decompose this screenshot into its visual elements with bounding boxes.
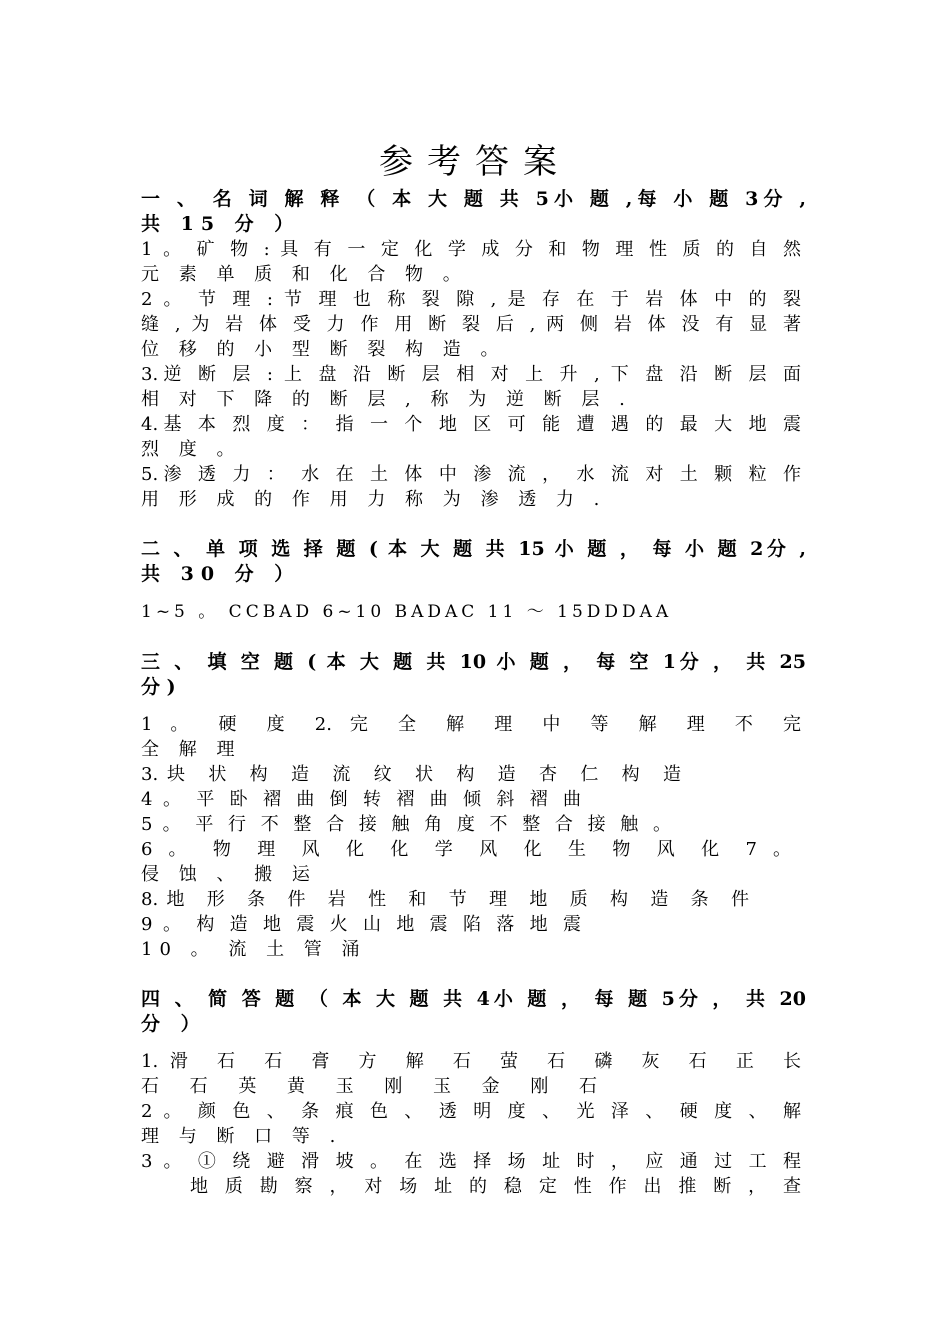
answer-line: 位 移 的 小 型 断 裂 构 造 。 — [141, 339, 506, 360]
answer-line: 侵 蚀 、 搬 运 — [141, 864, 317, 885]
answer-line: 8.地 形 条 件 岩 性 和 节 理 地 质 构 造 条 件 — [141, 889, 749, 910]
answer-line: 2 。 节 理 : 节 理 也 称 裂 隙 , 是 存 在 于 岩 体 中 的 裂 — [141, 289, 801, 310]
answer-line: 石 石 英 黄 玉 刚 玉 金 刚 石 — [141, 1076, 597, 1097]
answer-line: 9 。 构 造 地 震 火 山 地 震 陷 落 地 震 — [141, 914, 581, 935]
answer-line: 1 。 硬 度 2. 完 全 解 理 中 等 解 理 不 完 — [141, 714, 801, 735]
answer-line: 缝 , 为 岩 体 受 力 作 用 断 裂 后 , 两 侧 岩 体 没 有 显 著 — [141, 314, 801, 335]
answer-line: 4 。 平 卧 褶 曲 倒 转 褶 曲 倾 斜 褶 曲 — [141, 789, 581, 810]
section-4-heading-cont: 分 ） — [141, 1013, 207, 1035]
answer-line: 元 素 单 质 和 化 合 物 。 — [141, 264, 468, 285]
answer-line: 4.基 本 烈 度 ： 指 一 个 地 区 可 能 遭 遇 的 最 大 地 震 — [141, 414, 801, 435]
answer-line: 1 。 矿 物 : 具 有 一 定 化 学 成 分 和 物 理 性 质 的 自 然 — [141, 239, 801, 260]
answer-line: 1.滑 石 石 膏 方 解 石 萤 石 磷 灰 石 正 长 — [141, 1051, 801, 1072]
answer-line: 1~5 。 CCBAD 6~10 BADAC 11 ～ 15DDDAA — [141, 602, 673, 622]
section-4-heading: 四 、 简 答 题 （ 本 大 题 共 4小 题 ， 每 题 5分 ， 共 20 — [141, 988, 806, 1010]
section-2-heading: 二 、 单 项 选 择 题 ( 本 大 题 共 15 小 题 ， 每 小 题 2分 , — [141, 538, 806, 560]
answer-line: 2 。 颜 色 、 条 痕 色 、 透 明 度 、 光 泽 、 硬 度 、 解 — [141, 1101, 801, 1122]
answer-line: 3 。 ① 绕 避 滑 坡 。 在 选 择 场 址 时 ， 应 通 过 工 程 — [141, 1151, 801, 1172]
answer-line: 6 。 物 理 风 化 化 学 风 化 生 物 风 化 7 。 — [141, 839, 791, 860]
section-1-heading: 一 、 名 词 解 释 （ 本 大 题 共 5小 题 ,每 小 题 3分 , — [141, 188, 806, 210]
section-3-heading-cont: 分 ) — [141, 676, 176, 698]
section-3-heading: 三 、 填 空 题 ( 本 大 题 共 10 小 题 ， 每 空 1分 ， 共 25 — [141, 651, 806, 673]
answer-line: 全 解 理 — [141, 739, 242, 760]
section-1-heading-cont: 共 15 分 ） — [141, 213, 301, 235]
answer-line: 5.渗 透 力 ： 水 在 土 体 中 渗 流 ， 水 流 对 土 颗 粒 作 — [141, 464, 801, 485]
answer-line: 5 。 平 行 不 整 合 接 触 角 度 不 整 合 接 触 。 — [141, 814, 671, 835]
answer-line: 10 。 流 土 管 涌 — [141, 939, 367, 960]
answer-line: 3.块 状 构 造 流 纹 状 构 造 杏 仁 构 造 — [141, 764, 681, 785]
answer-line: 烈 度 。 — [141, 439, 242, 460]
answer-line: 用 形 成 的 作 用 力 称 为 渗 透 力 . — [141, 489, 607, 510]
answer-line: 地 质 勘 察 ， 对 场 址 的 稳 定 性 作 出 推 断 ， 查 — [190, 1176, 801, 1197]
answer-line: 相 对 下 降 的 断 层 , 称 为 逆 断 层 . — [141, 389, 632, 410]
page-title: 参考答案 — [379, 142, 571, 182]
answer-line: 理 与 断 口 等 . — [141, 1126, 343, 1147]
section-2-heading-cont: 共 30 分 ） — [141, 563, 301, 585]
answer-line: 3.逆 断 层 : 上 盘 沿 断 层 相 对 上 升 , 下 盘 沿 断 层 面 — [141, 364, 801, 385]
